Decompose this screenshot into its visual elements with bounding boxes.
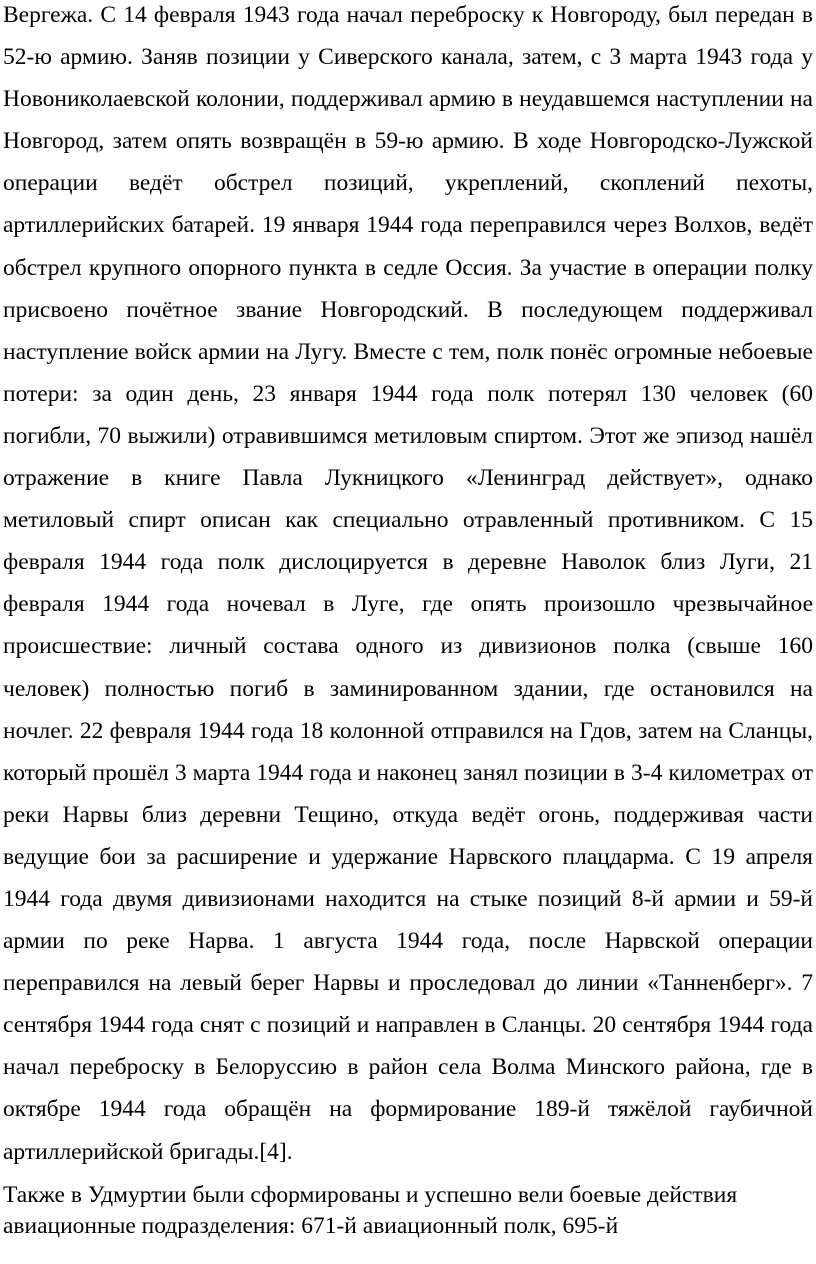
- body-paragraph-2: Также в Удмуртии были сформированы и успешно вели боевые действия авиационные подразделения: 671-й авиационный полк, 695-й: [3, 1182, 738, 1239]
- body-paragraph-1: Вергежа. С 14 февраля 1943 года начал переброску к Новгороду, был передан в 52-ю армию. Заняв позиции у Сиверского канала, затем, с 3 марта 1943 года у Новониколаевской колонии, поддерживал армию в неудавшемся наступлении на Новгород, затем опять возвращён в 59-ю армию. В ходе Новгородско-Лужской операции ведёт обстрел позиций, укреплений, скоплений пехоты, артиллерийских батарей. 19 января 1944 года переправился через Волхов, ведёт обстрел крупного опорного пункта в седле Оссия. За участие в операции полку присвоено почётное звание Новгородский. В последующем поддерживал наступление войск армии на Лугу. Вместе с тем, полк понёс огромные небоевые потери: за один день, 23 января 1944 года полк потерял 130 человек (60 погибли, 70 выжили) отравившимся метиловым спиртом. Этот же эпизод нашёл отражение в книге Павла Лукницкого «Ленинград действует», однако метиловый спирт описан как специально отравленный противником. С 15 февраля 1944 года полк дислоцируется в деревне Наволок близ Луги, 21 февраля 1944 года ночевал в Луге, где опять произошло чрезвычайное происшествие: личный состава одного из дивизионов полка (свыше 160 человек) полностью погиб в заминированном здании, где остановился на ночлег. 22 февраля 1944 года 18 колонной отправился на Гдов, затем на Сланцы, который прошёл 3 марта 1944 года и наконец занял позиции в 3-4 километрах от реки Нарвы близ деревни Тещино, откуда ведёт огонь, поддерживая части ведущие бои за расширение и удержание Нарвского плацдарма. С 19 апреля 1944 года двумя дивизионами находится на стыке позиций 8-й армии и 59-й армии по реке Нарва. 1 августа 1944 года, после Нарвской операции переправился на левый берег Нарвы и проследовал до линии «Танненберг». 7 сентября 1944 года снят с позиций и направлен в Сланцы. 20 сентября 1944 года начал переброску в Белоруссию в район села Волма Минского района, где в октябре 1944 года обращён на формирование 189-й тяжёлой гаубичной артиллерийской бригады.[4].: [3, 2, 813, 1165]
